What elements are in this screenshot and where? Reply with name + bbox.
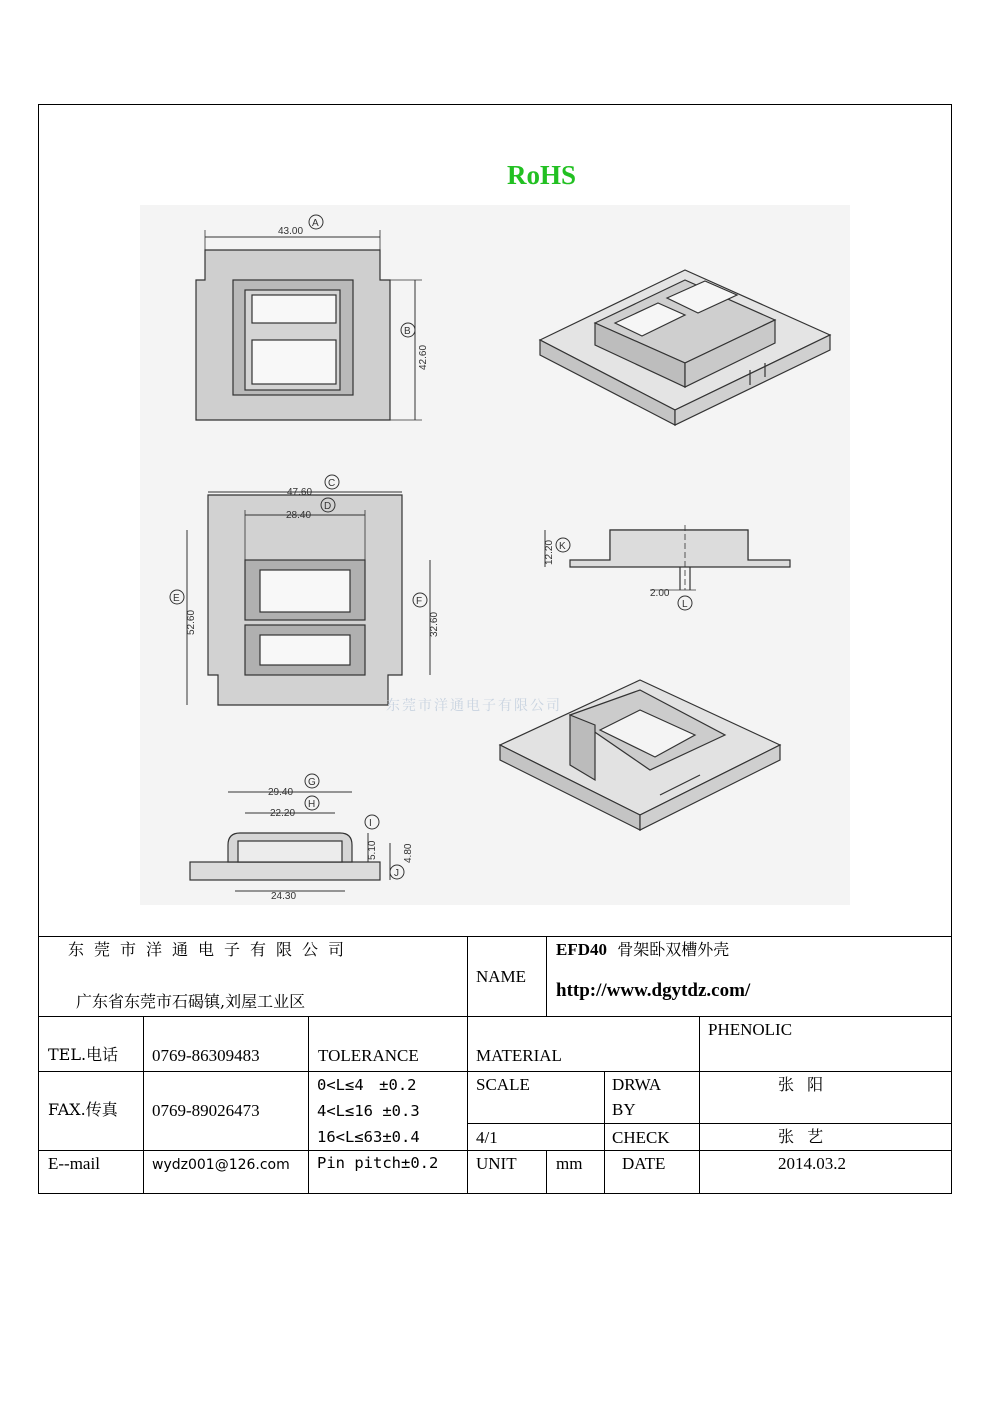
dim-d-value: 28.40 xyxy=(286,510,312,521)
check-value: 张 艺 xyxy=(778,1127,828,1146)
tel-value: 0769-86309483 xyxy=(152,1046,260,1065)
dim-c-letter: C xyxy=(328,478,336,489)
drawn-by-label-2: BY xyxy=(612,1100,636,1119)
dim-c-value: 47.60 xyxy=(287,487,313,498)
dim-i-value: 5.10 xyxy=(367,840,378,860)
dim-e-value: 52.60 xyxy=(186,609,197,635)
dim-a-letter: A xyxy=(312,218,319,229)
dim-k-letter: K xyxy=(559,541,566,552)
technical-drawing xyxy=(140,205,850,905)
dim-i-letter: I xyxy=(369,818,372,829)
dim-h-letter: H xyxy=(308,799,316,810)
drawn-by-value: 张 阳 xyxy=(778,1075,828,1094)
watermark: 东莞市洋通电子有限公司 xyxy=(386,698,562,714)
rohs-label: RoHS xyxy=(507,160,577,190)
company-address: 广东省东莞市石碣镇,刘屋工业区 xyxy=(76,992,306,1011)
tolerance-line-4: Pin pitch±0.2 xyxy=(317,1154,439,1172)
part-code: EFD40 xyxy=(556,940,607,959)
date-value: 2014.03.2 xyxy=(778,1154,846,1173)
dim-l-value: 2.00 xyxy=(650,588,670,599)
dim-e-letter: E xyxy=(173,593,180,604)
dim-l-letter: L xyxy=(682,599,688,610)
part-description: 骨架卧双槽外壳 xyxy=(617,940,730,959)
check-label: CHECK xyxy=(612,1128,670,1147)
dim-b-value: 42.60 xyxy=(418,344,429,370)
drawn-by-label-1: DRWA xyxy=(612,1075,662,1094)
date-label: DATE xyxy=(622,1154,666,1173)
website-link[interactable]: http://www.dgytdz.com/ xyxy=(556,980,751,1001)
material-label: MATERIAL xyxy=(476,1046,562,1065)
dim-b-letter: B xyxy=(404,326,411,337)
dim-j-letter: J xyxy=(394,868,399,879)
dim-bottom-value: 24.30 xyxy=(271,891,297,902)
dim-f-letter: F xyxy=(416,596,423,607)
tel-label: TEL.电话 xyxy=(48,1045,119,1064)
dim-g-value: 29.40 xyxy=(268,787,294,798)
scale-value: 4/1 xyxy=(476,1128,498,1147)
dim-j-value: 4.80 xyxy=(403,843,414,863)
tolerance-line-2: 4<L≤16 ±0.3 xyxy=(317,1102,420,1120)
email-label: E--mail xyxy=(48,1154,100,1173)
tolerance-line-1: 0<L≤4 ±0.2 xyxy=(317,1076,417,1094)
part-name xyxy=(556,940,729,960)
dim-a-value: 43.00 xyxy=(278,226,304,237)
dim-h-value: 22.20 xyxy=(270,808,296,819)
dim-d-letter: D xyxy=(324,501,332,512)
dim-g-letter: G xyxy=(308,777,316,788)
scale-label: SCALE xyxy=(476,1075,530,1094)
unit-label: UNIT xyxy=(476,1154,517,1173)
fax-label: FAX.传真 xyxy=(48,1100,118,1119)
tolerance-line-3: 16<L≤63±0.4 xyxy=(317,1128,420,1146)
material-value: PHENOLIC xyxy=(708,1020,793,1039)
fax-value: 0769-89026473 xyxy=(152,1101,260,1120)
tolerance-label: TOLERANCE xyxy=(318,1046,419,1065)
company-name: 东莞市洋通电子有限公司 xyxy=(68,940,355,959)
unit-value: mm xyxy=(556,1154,583,1173)
dim-f-value: 32.60 xyxy=(429,611,440,637)
email-value[interactable]: wydz001@126.com xyxy=(152,1157,290,1173)
dim-k-value: 12.20 xyxy=(544,539,555,565)
name-label: NAME xyxy=(476,967,527,986)
